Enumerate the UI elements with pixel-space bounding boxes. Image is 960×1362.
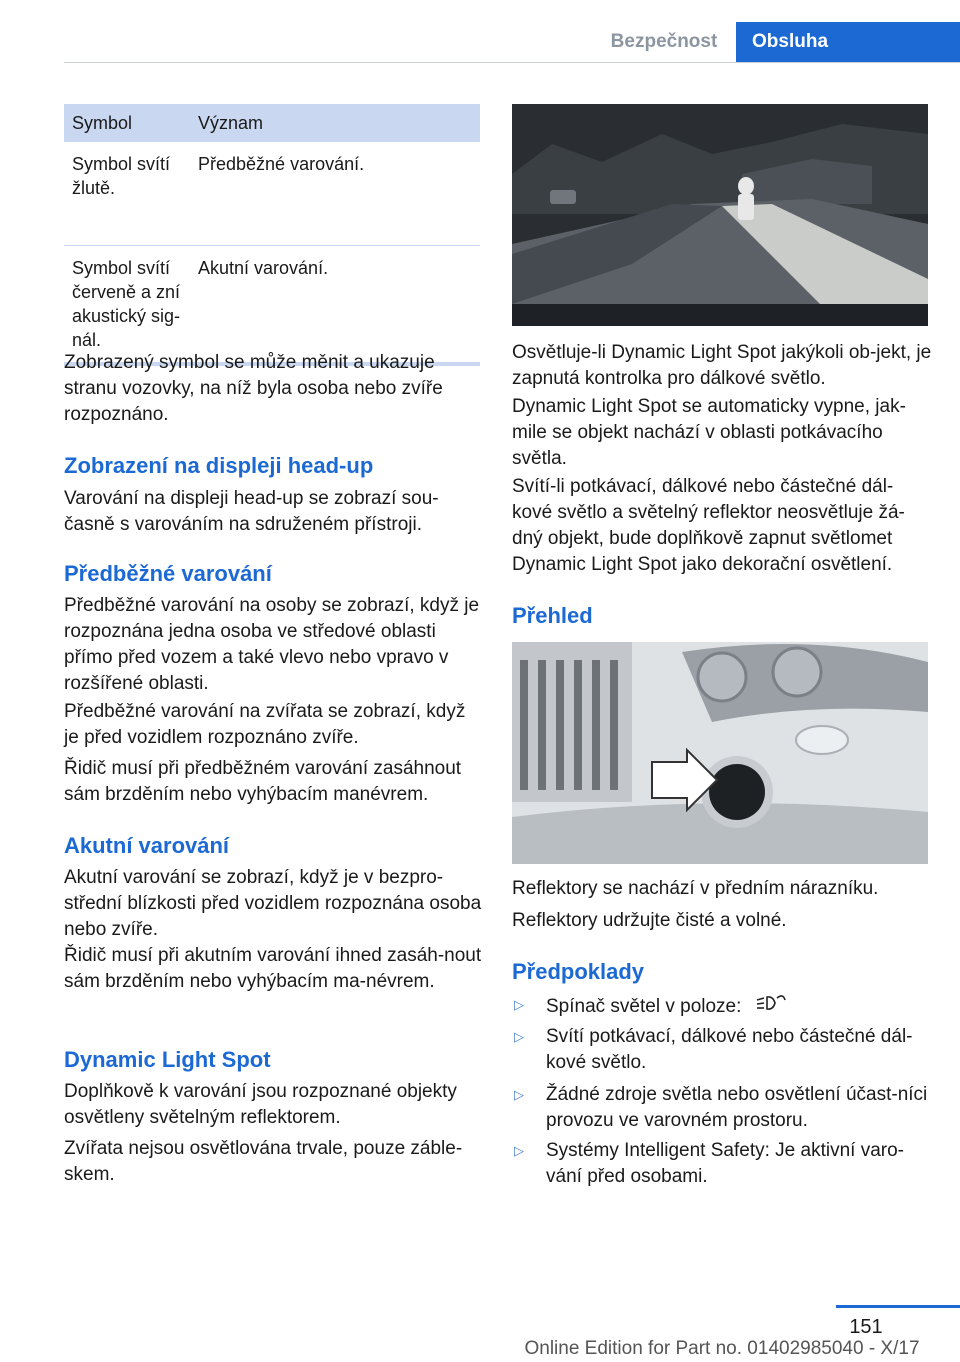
heading-head-up: Zobrazení na displeji head-up	[64, 453, 374, 478]
table-cell: Symbol svítí červeně a zní akustický sig-nál.	[72, 258, 181, 350]
bullet-item-1	[546, 992, 926, 1022]
bullet-triangle-icon: ▷	[514, 1143, 524, 1158]
table-header-symbol: Symbol	[72, 112, 133, 133]
bullet-triangle-icon: ▷	[514, 1087, 524, 1102]
bullet-item-4: Systémy Intelligent Safety: Je aktivní varo-vání před osobami.	[546, 1140, 904, 1187]
bullet-item-3: Žádné zdroje světla nebo osvětlení účast-níci provozu ve varovném prostoru.	[546, 1084, 928, 1131]
right-paragraph-2: Dynamic Light Spot se automaticky vypne, jak-mile se objekt nachází v oblasti potkávacího světla.	[512, 396, 906, 469]
bumper-illustration	[512, 642, 928, 864]
light-switch-auto-icon	[755, 992, 787, 1022]
right-paragraph-3: Svítí-li potkávací, dálkové nebo částečné dál-kové světlo a světelný reflektor neosvětluje žá-dný objekt, bude doplňkově zapnut světlomet Dynamic Light Spot jako dekorační osvětlení.	[512, 476, 905, 575]
left-paragraph-6: Akutní varování se zobrazí, když je v bezpro-střední blízkosti před vozidlem rozpoznána osoba nebo zvíře.	[64, 867, 482, 940]
bumper-reflector-image	[512, 642, 928, 864]
night-road-image	[512, 104, 928, 326]
left-paragraph-1: Zobrazený symbol se může měnit a ukazuje stranu vozovky, na níž byla osoba nebo zvíře rozpoznáno.	[64, 352, 443, 425]
page-number-rule	[836, 1305, 960, 1308]
table-cell: Akutní varování.	[198, 258, 329, 278]
left-paragraph-8: Doplňkově k varování jsou rozpoznané objekty osvětleny světelným reflektorem.	[64, 1081, 457, 1128]
heading-dynamic-light-spot: Dynamic Light Spot	[64, 1047, 271, 1072]
right-paragraph-5: Reflektory udržujte čisté a volné.	[512, 910, 787, 931]
page-number: 151	[849, 1316, 883, 1338]
left-paragraph-7: Řidič musí při akutním varování ihned zasáh-nout sám brzděním nebo vyhýbacím ma-névrem.	[64, 945, 482, 992]
night-road-illustration	[512, 104, 928, 326]
left-paragraph-3: Předběžné varování na osoby se zobrazí, když je rozpoznána jedna osoba ve středové oblasti přímo před vozem a také vlevo nebo vpravo v rozšířené oblasti.	[64, 595, 480, 694]
table-cell: Symbol svítí žlutě.	[72, 154, 171, 198]
symbol-table	[64, 104, 480, 366]
heading-predbezne: Předběžné varování	[64, 561, 272, 586]
heading-akutni: Akutní varování	[64, 833, 230, 858]
left-paragraph-4: Předběžné varování na zvířata se zobrazí, když je před vozidlem rozpoznáno zvíře.	[64, 701, 466, 748]
bullet-triangle-icon: ▷	[514, 1029, 524, 1044]
header-tab-bezpecnost[interactable]: Bezpečnost	[610, 31, 718, 52]
right-paragraph-1: Osvětluje-li Dynamic Light Spot jakýkoli ob-jekt, je zapnutá kontrolka pro dálkové světlo.	[512, 342, 932, 389]
heading-prehled: Přehled	[512, 603, 593, 628]
table-cell: Předběžné varování.	[198, 154, 365, 174]
footer-edition: Online Edition for Part no. 01402985040 - X/17	[524, 1338, 920, 1359]
left-paragraph-2: Varování na displeji head-up se zobrazí sou-časně s varováním na sdruženém přístroji.	[64, 488, 439, 535]
left-paragraph-5: Řidič musí při předběžném varování zasáhnout sám brzděním nebo vyhýbacím manévrem.	[64, 758, 462, 805]
header-rule	[64, 62, 960, 63]
table-row	[64, 246, 480, 366]
table-row	[64, 142, 480, 246]
bullet-item-2: Svítí potkávací, dálkové nebo částečné dál-kové světlo.	[546, 1026, 913, 1073]
left-paragraph-9: Zvířata nejsou osvětlována trvale, pouze záble-skem.	[64, 1138, 463, 1185]
bullet-triangle-icon: ▷	[514, 997, 524, 1012]
right-paragraph-4: Reflektory se nachází v předním nárazníku.	[512, 878, 879, 899]
table-header	[64, 104, 480, 142]
heading-predpoklady: Předpoklady	[512, 959, 645, 984]
bullet-text: Spínač světel v poloze:	[546, 996, 742, 1018]
header-tab-obsluha[interactable]: Obsluha	[736, 22, 960, 62]
table-header-meaning: Význam	[198, 112, 264, 133]
